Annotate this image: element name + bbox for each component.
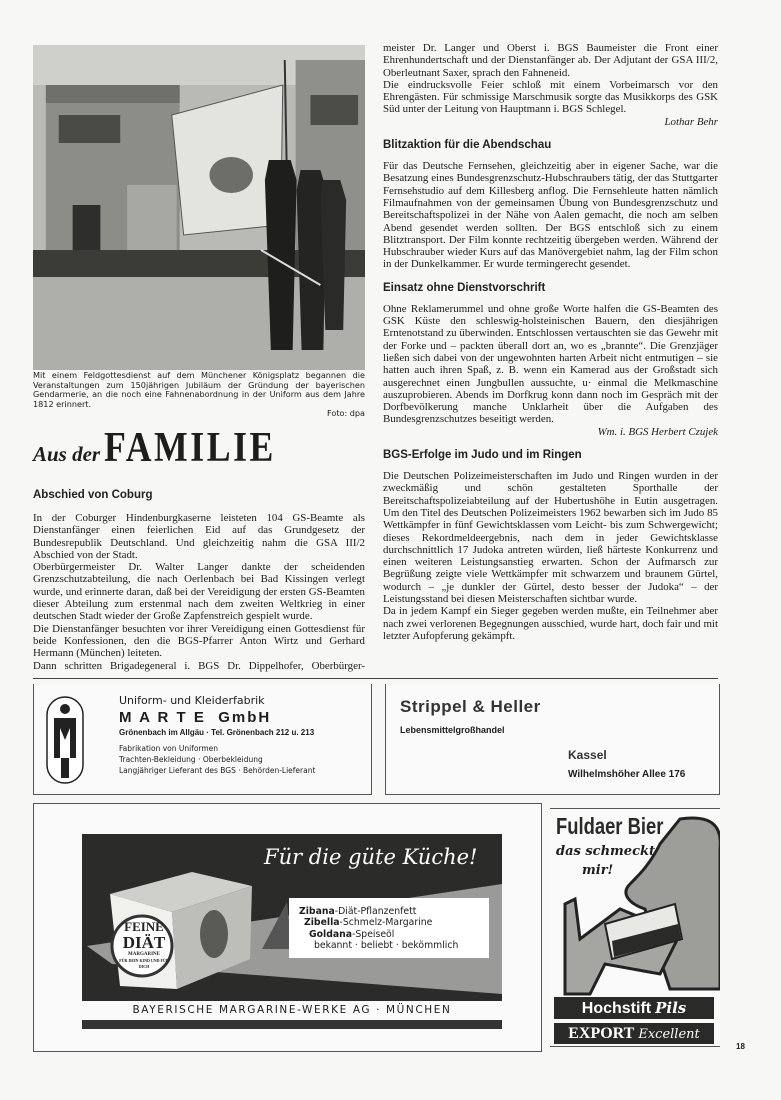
paragraph: Die Deutschen Polizeimeisterschaften im Judo und Ringen wurden in der zweckmäßig und schön gestalteten Sporthalle der Bereitschaftspolizeiabteilung auf der Hubertushöhe in Eutin ausgetragen. Um den Titel des Deutschen Polizeimeisters 1962 bewarben sich im Judo 85 Wettkämpfer in fünf Gewichtsklassen vom Leicht- bis zum Schwergewicht; dieses Rekordmeldeergebnis, nach dem in jeder Gewichtsklasse durchschnittlich 17 Judoka antreten würden, ließ härteste Konkurrenz und einen weiteren Leistungsanstieg erwarten. Schon der Aufmarsch zur Begrüßung zeigte viele Wettkämpfer mit schwarzem und braunem Gürtel, wodurch – „je dunkler der Gürtel, desto besser der Judoka“ – der Leistungsstand bei diesen Meisterschaften sichtbar wurde. xyxy=(383,470,718,605)
marte-lines xyxy=(119,743,367,776)
article-body-coburg xyxy=(33,512,365,672)
beer-label-text: EXPORT xyxy=(568,1024,635,1042)
box-line: DIÄT xyxy=(122,932,166,952)
product xyxy=(299,906,489,918)
product-brand: Goldana xyxy=(309,928,353,940)
ad-row-bottom xyxy=(33,803,745,1052)
section-prefix: Aus der xyxy=(33,441,101,466)
marte-line: Langjähriger Lieferant des BGS · Behörden-Lieferant xyxy=(119,765,316,775)
divider xyxy=(33,678,718,679)
ad-strippel-heller xyxy=(385,684,720,795)
article-heading: Blitzaktion für die Abendschau xyxy=(383,139,552,152)
paragraph: In der Coburger Hindenburgkaserne leisteten 104 GS-Beamte als Dienstanfänger einen feierlichen Eid auf das Grundgesetz der Bundesrepublik Deutschland. Und gleichzeitig nahm die GSA III/2 Abschied von der Stadt. xyxy=(33,511,365,561)
product-desc: -Schmelz-Margarine xyxy=(339,917,433,929)
beer-label-export xyxy=(554,1023,714,1044)
beer-slogan: mir! xyxy=(582,862,614,878)
strippel-street: Wilhelmshöher Allee 176 xyxy=(568,768,686,780)
beer-label-pils xyxy=(554,997,714,1019)
article-body-einsatz xyxy=(383,303,718,438)
product-desc: -Speiseöl xyxy=(352,928,395,940)
photo-credit: Foto: dpa xyxy=(327,408,365,419)
margarine-tagline: bekannt · beliebt · bekömmlich xyxy=(314,940,459,952)
product-brand: Zibella xyxy=(304,917,340,929)
marte-line: Trachten-Bekleidung · Oberbekleidung xyxy=(119,754,263,764)
paragraph: Ohne Reklamerummel und ohne große Worte halfen die GS-Beamten des GSK Küste den schleswig-holsteinischen Bauern, den diesjährigen Erntenotstand zu überwinden. Entschlossen vertauschten sie das Gewehr mit der Forke und – packten überall dort an, wo es „brannte“. Die Grenzjäger ließen sich dabei von der ungewohnten harten Arbeit nicht entmutigen – sie hatten auch ihren Spaß, z. B. wenn ein Kamerad aus der Großstadt sich ausgerechnet einen Jungbullen aussuchte, u· einmal die Melkmaschine auszuprobieren. Abends im Dorfkrug konn dann noch im Gespräch mit der Dorfbevölkerung manche Unklarheit über die Aufgaben des Bundesgrenzschutzes beseitigt werden. xyxy=(383,302,718,426)
box-line: MARGARINE xyxy=(128,951,160,957)
paragraph: Dann schritten Brigadegeneral i. BGS Dr. Dippelhofer, Oberbürger- xyxy=(33,659,365,672)
beer-label-text: Excellent xyxy=(638,1026,700,1042)
photo-koenigsplatz-ceremony xyxy=(33,45,365,370)
article-body-coburg-cont xyxy=(383,42,718,128)
margarine-products xyxy=(289,898,489,958)
ad-margarine xyxy=(33,803,542,1052)
page-number: 18 xyxy=(736,1041,745,1051)
paragraph: Die eindrucksvolle Feier schloß mit einem Vorbeimarsch vor den Ehrengästen. Für schmissige Marschmusik sorgte das Musikkorps des GSK Süd unter der Leitung von Hauptmann i. BGS Schlegel. xyxy=(383,78,718,116)
marte-text xyxy=(119,694,367,776)
section-title xyxy=(33,425,365,480)
article-heading: Abschied von Coburg xyxy=(33,488,153,501)
beer-label-text: Hochstift xyxy=(581,999,652,1017)
margarine-box-label xyxy=(114,920,174,970)
paragraph: Für das Deutsche Fernsehen, gleichzeitig aber in eigener Sache, war die Besatzung eines Bundesgrenzschutz-Hubschraubers tätig, der das Stuttgarter Fernsehstudio auf dem Killesberg anflog. Die Fernsehleute hatten nämlich Filmaufnahmen von der gemeinsamen Übung von Bundesgrenzschutz und Bereitschaftspolizei in der Nähe von Aalen gemacht, die noch am selben Abend gesendet werden sollten. Der BGS entschloß sich zu einem Blitztransport. Der Film konnte rechtzeitig übergeben werden. Während der Hubschrauber wieder Kurs auf das Manövergebiet nahm, lag der Film schon in der Dunkelkammer. Er wurde termingerecht gesendet. xyxy=(383,160,718,271)
article-columns xyxy=(33,42,718,672)
photo xyxy=(33,45,365,370)
product-desc: -Diät-Pflanzenfett xyxy=(334,905,417,917)
ad-fuldaer-bier xyxy=(550,808,720,1047)
paragraph: Da in jedem Kampf ein Sieger gegeben werden mußte, ein Teilnehmer aber nach zwei verlorenen Begegnungen ausschied, wurde hart, doch fair und mit letzter Aufopferung gekämpft. xyxy=(383,605,718,642)
product xyxy=(299,929,489,941)
marte-name: M A R T E GmbH xyxy=(119,708,272,726)
marte-line: Fabrikation von Uniformen xyxy=(119,743,219,753)
strippel-sub: Lebensmittelgroßhandel xyxy=(400,724,505,735)
margarine-company: BAYERISCHE MARGARINE-WERKE AG · MÜNCHEN xyxy=(132,1003,452,1016)
paragraph: Oberbürgermeister Dr. Walter Langer dankte der scheidenden Grenzschutzabteilung, die nach Oerlenbach bei Bad Kissingen verlegt wurde, und erinnerte daran, daß bei der Vereidigung der ersten GS-Beamten dieser Abteilung zum erstenmal nach dem zweiten Weltkrieg in einer deutschen Stadt wieder der Große Zapfenstreich gespielt wurde. xyxy=(33,561,365,623)
margarine-bar xyxy=(82,1020,502,1029)
paragraph: meister Dr. Langer und Oberst i. BGS Baumeister die Front einer Ehrenhundertschaft und der Dienstanfänger ab. Der Adjutant der GSA III/2, Oberleutnant Saxer, sprach den Fahneneid. xyxy=(383,42,718,79)
marte-line1: Uniform- und Kleiderfabrik xyxy=(119,693,265,707)
box-ring: FÜR DEIN KIND UND FÜR DICH xyxy=(119,957,169,969)
beer-brand: Fuldaer Bier xyxy=(556,812,664,839)
article-body-blitzaktion xyxy=(383,160,718,271)
marte-address: Grönenbach im Allgäu · Tel. Grönenbach 212 u. 213 xyxy=(119,727,315,737)
beer-label-text: Pils xyxy=(655,998,687,1017)
ad-row-top xyxy=(33,684,718,795)
caption-text: Mit einem Feldgottesdienst auf dem Münchener Königsplatz begannen die Veranstaltungen zum 150jährigen Jubiläum der Gründung der bayerischen Gendarmerie, an die noch eine Fahnenabordnung in der Uniform aus dem Jahre 1812 erinnert. xyxy=(33,370,365,409)
paragraph: Die Dienstanfänger besuchten vor ihrer Vereidigung einen Gottesdienst für beide Konfessionen, den die BGS-Pfarrer Anton Wirtz und Gerhard Hermann (München) leiteten. xyxy=(33,622,365,660)
section-title-text: FAMILIE xyxy=(104,424,277,471)
margarine-banner xyxy=(82,834,502,1001)
author: Wm. i. BGS Herbert Czujek xyxy=(597,425,718,438)
article-body-judo xyxy=(383,470,718,642)
ad-marte xyxy=(33,684,372,795)
left-column xyxy=(33,42,365,672)
right-column xyxy=(383,42,718,642)
article-heading: Einsatz ohne Dienstvorschrift xyxy=(383,281,546,294)
author: Lothar Behr xyxy=(664,115,718,128)
margarine-slogan: Für die güte Küche! xyxy=(264,844,478,869)
marte-logo xyxy=(46,696,84,784)
photo-caption xyxy=(33,371,365,419)
product-brand: Zibana xyxy=(299,905,335,917)
article-heading: BGS-Erfolge im Judo und im Ringen xyxy=(383,449,582,462)
box-line: FEINE xyxy=(124,918,164,934)
strippel-name: Strippel & Heller xyxy=(400,696,541,716)
strippel-city: Kassel xyxy=(568,747,607,762)
product xyxy=(299,917,489,929)
beer-slogan: das schmeckt xyxy=(556,843,655,859)
